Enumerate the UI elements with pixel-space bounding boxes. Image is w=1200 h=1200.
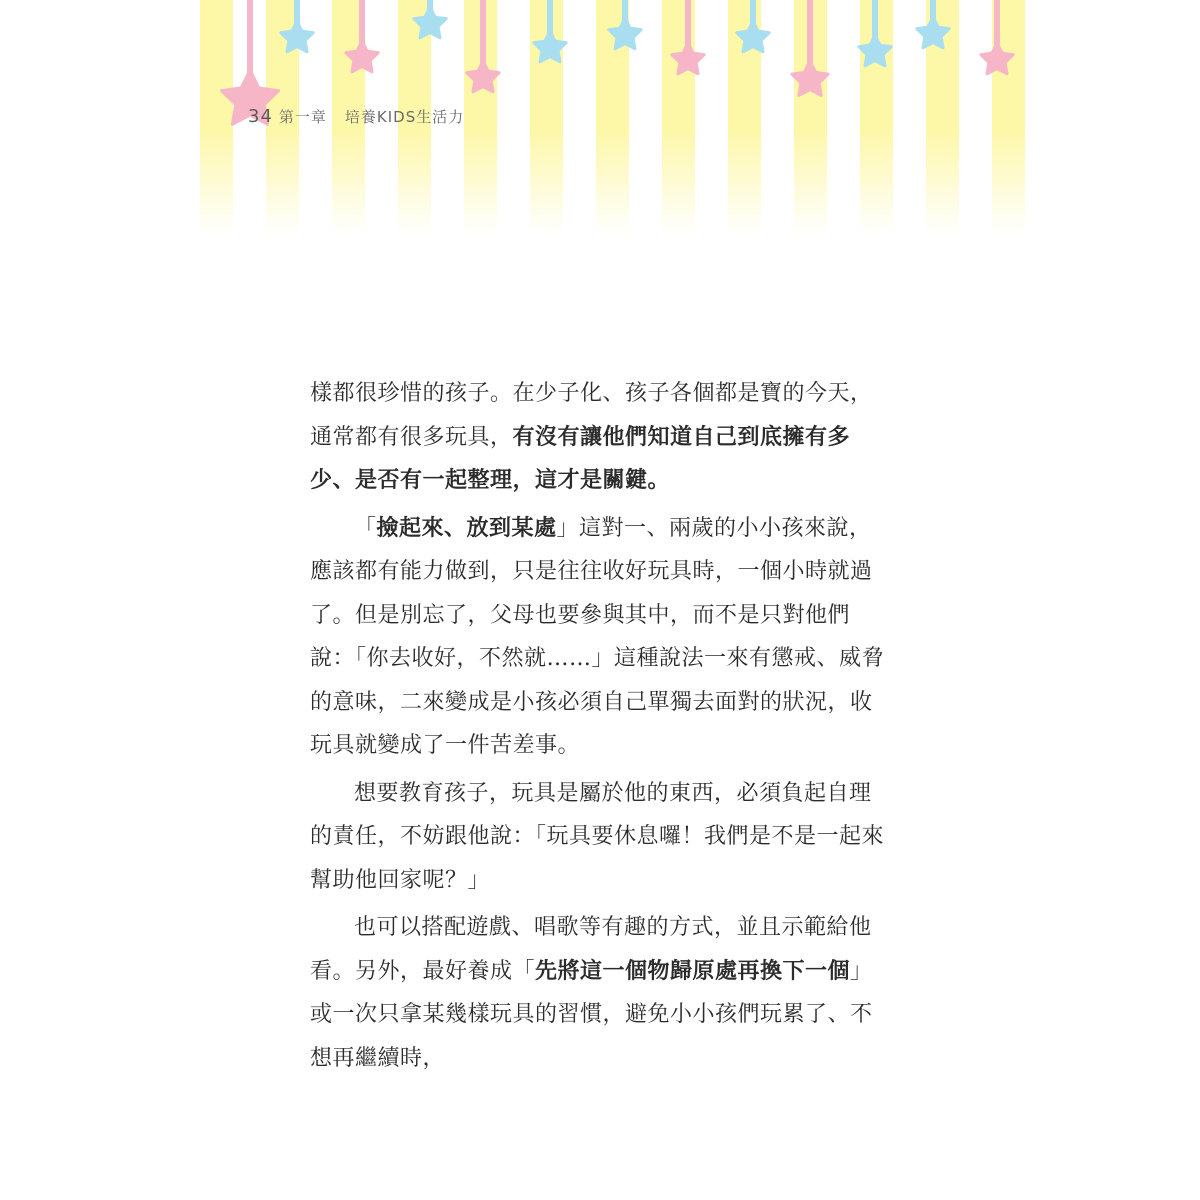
text-run: 想要教育孩子，玩具是屬於他的東西，必須負起自理的責任，不妨跟他說：「玩具要休息囉！我們是不是一起來幫助他回家呢？」 — [310, 780, 885, 893]
star-icon — [281, 21, 313, 52]
hanging-stars-decoration — [200, 0, 1028, 200]
text-run: 樣都很珍惜的孩子。在少子化、孩子各個都是寶的今天，通常都有很多玩具， — [310, 381, 873, 450]
paragraph-4 — [310, 906, 890, 1080]
star-icon — [346, 41, 378, 72]
star-icon — [917, 17, 949, 48]
emphasis-text: 撿起來、放到某處 — [376, 515, 557, 541]
emphasis-text: 先將這一個物歸原處再換下一個 — [535, 958, 851, 984]
body-text — [310, 372, 890, 1084]
running-header — [248, 106, 464, 127]
star-icon — [672, 43, 704, 74]
page-number: 34 — [248, 106, 273, 127]
paragraph-1 — [310, 372, 890, 503]
star-icon — [534, 31, 566, 62]
chapter-label: 第一章 — [278, 108, 327, 126]
text-run: 」這對一、兩歲的小小孩來說，應該都有能力做到，只是往往收好玩具時，一個小時就過了。但是別忘了，父母也要參與其中，而不是只對他們說：「你去收好，不然就……」這種說法一來有懲戒、威脅的意味，二來變成是小孩必須自己單獨去面對的狀況，收玩具就變成了一件苦差事。 — [310, 515, 885, 758]
chapter-title: 培養KIDS生活力 — [344, 108, 465, 126]
emphasis-text: 有沒有讓他們知道自己到底擁有多少、是否有一起整理，這才是關鍵。 — [310, 424, 851, 493]
text-run: 」或一次只拿某幾樣玩具的習慣，避免小小孩們玩累了、不想再繼續時， — [310, 958, 873, 1071]
star-icon — [414, 7, 446, 38]
text-run: 也可以搭配遊戲、唱歌等有趣的方式，並且示範給他看。另外，最好養成「 — [310, 915, 872, 984]
star-icon — [981, 43, 1013, 74]
star-icon — [467, 61, 499, 92]
star-icon — [792, 61, 828, 95]
paragraph-2 — [310, 507, 890, 768]
text-run: 「 — [354, 515, 377, 541]
paragraph-3 — [310, 772, 890, 903]
star-icon — [859, 35, 891, 66]
star-icon — [737, 21, 769, 52]
star-icon — [609, 18, 641, 49]
